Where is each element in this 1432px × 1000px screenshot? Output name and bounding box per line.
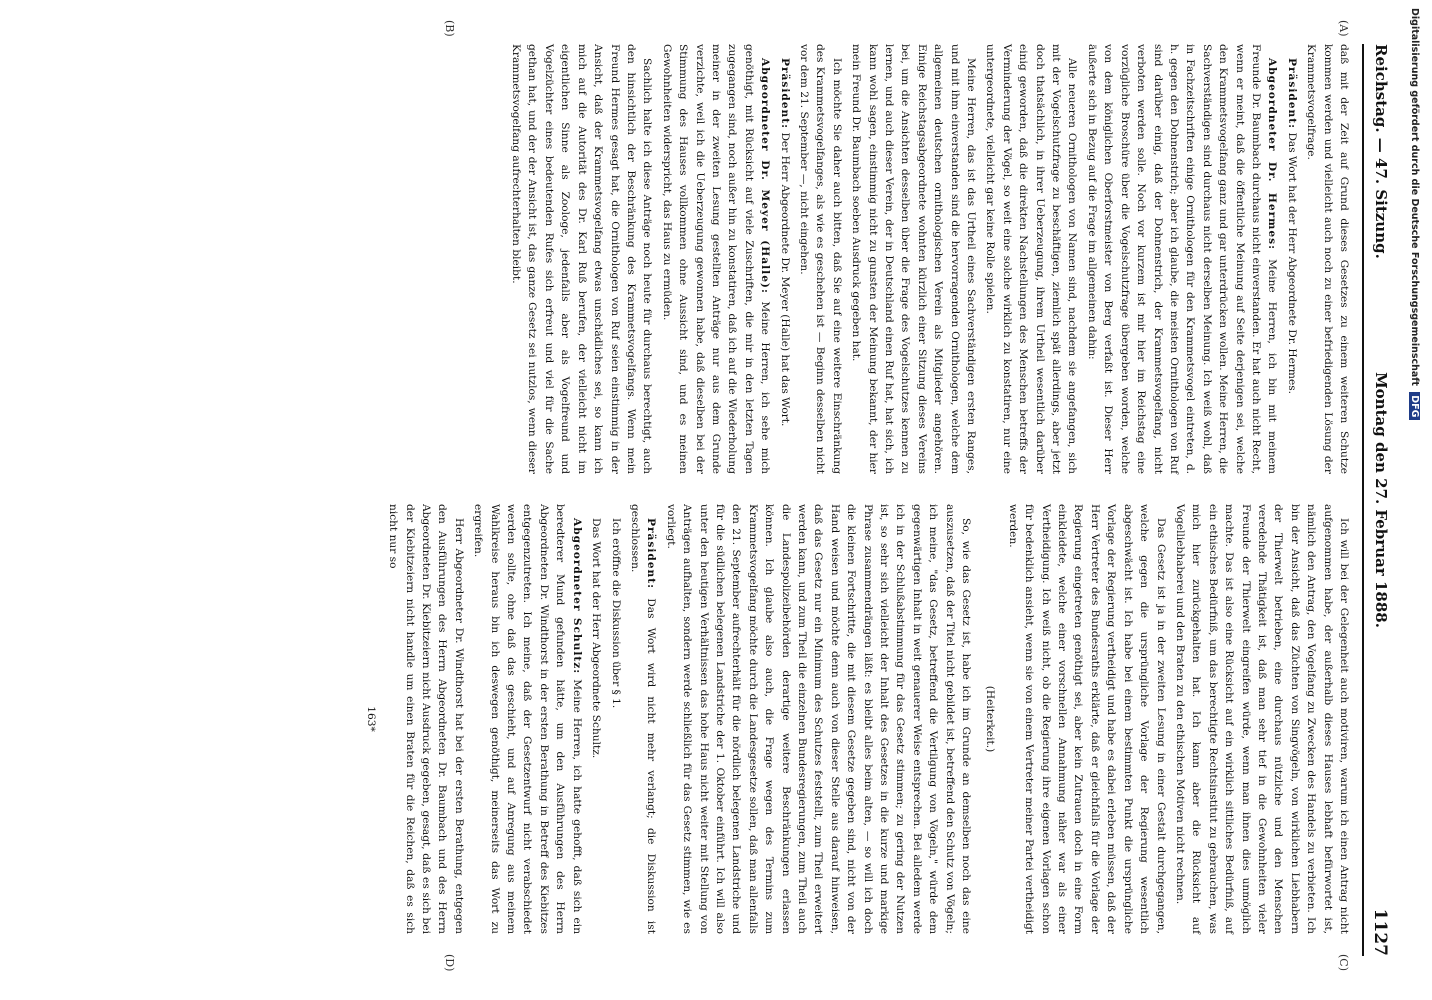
speech-text: Das Wort wird nicht mehr verlangt; die Diskussion ist geschlossen. bbox=[628, 504, 658, 934]
speaker-name: Abgeordneter Schultz: bbox=[570, 518, 583, 675]
speaker-name: Präsident: bbox=[645, 518, 658, 590]
margin-mark-b: (B) bbox=[443, 20, 456, 37]
speech-text: Meine Herren, ich hatte gehofft, daß sich ein beredterer Mund gefunden hätte, um den Ausführungen des Herrn Abgeordneten Dr. Windthorst in der ersten Berathung in Betreff des Kiebitzes entgegenzutreten. Ich meine, daß der Gesetzentwurf nicht verabschiedet werden sollte, ohne daß das geschieht, und auf Anregung aus meinem Wahlkreise heraus bin ich deswegen genöthigt, meinerseits das Wort zu ergreifen. bbox=[472, 504, 583, 935]
paragraph: Ich möchte Sie daher auch bitten, daß Sie auf eine weitere Einschränkung des Krammetsvogelfanges, als wie es geschehen ist — Beginn desselben nicht vor dem 21. September —, nicht eingehen. bbox=[798, 44, 843, 474]
paragraph bbox=[1283, 44, 1299, 474]
speech-text: Meine Herren, ich sehe mich genöthigt, mit Rücksicht auf viele Zuschriften, die mir in den letzten Tagen zugegangen sind, noch außer hin zu konstatiren, daß ich auf die Wiederholung meiner in der zweiten Lesung gestellten Anträge nur aus dem Grunde verzichte, weil ich die Ueberzeugung gewonnen habe, daß dieselben bei der Stimmung des Hauses vollkommen ohne Aussicht sind, und es meinen Gewohnheiten widerspricht, das Haus zu ermüden. bbox=[660, 44, 772, 474]
paragraph: Das Wort hat der Herr Abgeordnete Schultz. bbox=[590, 518, 603, 759]
right-column bbox=[354, 504, 1352, 934]
paragraph: Meine Herren, das ist das Urtheil eines Sachverständigen ersten Ranges, und mit ihm einverstanden sind die hervorragenden Ornithologen, welche dem allgemeinen deutschen ornithologischen Verein als Mitglieder angehören. Einige Reichstagsabgeordnete wohnten kürzlich einer Sitzung dieses Vereins bei, um die Ansichten desselben über die Frage des Vogelschutzes kennen zu lernen, und auch dieser Verein, der in Deutschland einen Ruf hat, hat sich, ich kann wohl sagen, einstimmig nicht zu gunsten der Meinung bekannt, der hier mein Freund Dr. Baumbach soeben Ausdruck gegeben hat. bbox=[850, 44, 978, 474]
page-header bbox=[1362, 44, 1390, 956]
margin-mark-a: (A) bbox=[1337, 20, 1350, 37]
paragraph bbox=[776, 44, 792, 474]
interjection: (Heiterkeit.) bbox=[984, 685, 997, 753]
digitization-text: Digitalisierung gefördert durch die Deutsche Forschungsgemeinschaft bbox=[1409, 8, 1420, 386]
header-date: Montag den 27. Februar 1888. bbox=[1372, 372, 1390, 628]
speaker-name: Abgeordneter Dr. Meyer (Halle): bbox=[759, 58, 772, 294]
document-page bbox=[16, 4, 1416, 996]
page-number: 1127 bbox=[1370, 908, 1390, 956]
speaker-name: Präsident: bbox=[778, 58, 791, 130]
speaker-name: Präsident: bbox=[1285, 58, 1298, 130]
paragraph: Ich will bei der Gelegenheit auch motiviren, warum ich einen Antrag nicht aufgenommen habe, der außerhalb dieses Hauses lebhaft befürwortet ist, nämlich den Antrag, den Vogelfang zu Zwecken des Handels zu verbieten. Ich bin der Ansicht, daß das Züchten von Singvögeln, von wirklichen Liebhabern der Thierwelt betrieben, eine durchaus nützliche und den Menschen veredelnde Thätigkeit ist, daß man sehr tief in die Gewohnheiten vieler Freunde der Thierwelt eingreifen würde, wenn man ihnen dies unmöglich machte. Das ist also eine Rücksicht auf ein wirklich sittliches Bedürfniß, auf ein ethisches Bedürfniß, um das berechtigte Rechtsinstitut zu gebrauchen, was mich hier zurückgehalten hat. Ich kann aber die Rücksicht auf Vogelliebhaberei und den Braten zu den ethischen Motiven nicht rechnen. bbox=[1173, 504, 1350, 934]
header-session: Reichstag. — 47. Sitzung. bbox=[1372, 44, 1390, 259]
margin-mark-c: (C) bbox=[1337, 954, 1350, 971]
paragraph: Das Gesetz ist ja in der zweiten Lesung in einer Gestalt durchgegangen, welche gegen die ursprüngliche Vorlage der Regierung wesentlich abgeschwächt ist. Ich habe bei einem bestimmten Punkt die ursprüngliche Vorlage der Regierung vertheidigt und habe es dabei erleben müssen, daß der Herr Vertreter des Bundesraths erklärte, daß er gleichfalls für die Vorlage der Regierung eingetreten genöthigt sei, aber kein Zutrauen doch in eine Form einkleidete, welche einer vorschnellen Annahmung näher war als einer Vertheidigung. Ich weiß nicht, ob die Regierung ihre eigenen Vorlagen schon für bedenklich ansieht, wenn sie von einem Vertreter meiner Partei vertheidigt werden. bbox=[1006, 504, 1167, 934]
speech-text: Meine Herren, ich bin mit meinem Freunde Dr. Baumbach durchaus nicht einverstanden. Er hat auch nicht Recht, wenn er meint, daß die öffentliche Meinung auf Seite derjenigen sei, welche den Krammetsvogelfang ganz und gar unterdrücken wollen. Meine Herren, die Sachverständigen sind durchaus nicht derselben Meinung. Ich weiß wohl, daß in Fachzeitschriften einige Ornithologen für den Krammetsvogel eintreten, d. h. gegen den Dohnenstrich; aber ich glaube, die meisten Ornithologen von Ruf sind darüber einig, daß der Dohnenstrich, der Krammetsvogelfang, nicht verboten werden solle. Noch vor kurzem ist mir hier im Reichstag eine vorzügliche Broschüre über die Vogelschutzfrage übergeben worden, welche von dem königlichen Oberforstmeister von Berg verfaßt ist. Dieser Herr äußerte sich in Bezug auf die Frage im allgemeinen dahin: bbox=[1085, 44, 1279, 474]
paragraph: So, wie das Gesetz ist, habe ich im Grunde an demselben noch das eine auszusetzen, daß der Titel nicht gebildet ist, betreffend den Schutz von Vögeln; ich meine, "das Gesetz, betreffend die Vertilgung von Vögeln," würde dem gegenwärtigen Inhalt in weit genauerer Weise entsprechen. Bei alledem werde ich in der Schlußabstimmung für das Gesetz stimmen; zu gering der Nutzen ist, so sehr sich vielleicht der Inhalt des Gesetzes in die kurze und markige Phrase zusammendrängen läßt: es bleibt alles beim alten, — so will ich doch die kleinen Fortschritte, die mit diesem Gesetze gegeben sind, nicht von der Hand weisen und möchte denn auch von dieser Stelle aus darauf hinweisen, daß das Gesetz nur ein Minimum des Schutzes feststellt, zum Theil erweitert werden kann, und zum Theil die einzelnen Bundesregierungen, zum Theil auch die Landespolizeibehörden derartige weitere Beschränkungen erlassen können. Ich glaube also auch, die Frage wegen des Termins zum Krammetsvogelfang möchte durch die Landesgesetze sollen, daß man allenfalls den 21. September aufrechterhält für die nördlich belegenen Landstriche und für die südlichen belegenen Landstriche der 1. Oktober einführt. Ich will also unter den heutigen Verhältnissen das hohe Haus nicht weiter mit Stellung von Anträgen aufhalten, sondern werde schließlich für das Gesetz stimmen, wie es vorliegt. bbox=[664, 504, 973, 934]
paragraph: daß mit der Zeit auf Grund dieses Gesetzes zu einem weiteren Schutze kommen werden und vielleicht auch noch zu einer befriedigenden Lösung der Krammetsvogelfrage. bbox=[1305, 44, 1350, 474]
paragraph bbox=[470, 504, 585, 934]
quotation: Alle neueren Ornithologen von Namen sind, nachdem sie angefangen, sich mit der Vogelschutzfrage zu beschäftigen, ziemlich spät allerdings, aber jetzt doch thatsächlich, in ihrer Ueberzeugung, ihrem Urtheil wesentlich darüber einig geworden, daß die direkten Nachstellungen des Menschen betreffs der Verminderung der Vögel, so weit eine solche wirklich zu konstatiren, nur eine untergeordnete, vielleicht gar keine Rolle spielen. bbox=[984, 44, 1079, 474]
signature-mark: 163* bbox=[364, 706, 377, 732]
paragraph bbox=[1084, 44, 1281, 474]
digitization-credit bbox=[1409, 8, 1420, 420]
speech-text: Das Wort hat der Herr Abgeordnete Dr. Hermes. bbox=[1285, 132, 1298, 395]
left-column bbox=[505, 44, 1352, 474]
margin-mark-d: (D) bbox=[443, 954, 456, 972]
paragraph: Sachlich halte ich diese Anträge noch heute für durchaus berechtigt, auch den hinsichtlich der Beschränkung des Krammetsvogelfangs. Wenn mein Freund Hermes gesagt hat, die Ornithologen von Ruf seien einstimmig in der Ansicht, daß der Krammetsvogelfang etwas unschädliches sei, so kann ich mich auf die Autorität des Dr. Karl Ruß berufen, der vielleicht nicht im eigentlichen Sinne als Zoologe, jedenfalls aber als Vogelfreund und Vogelzüchter eines bedeutenden Rufes sich erfreut und viel für die Sache gethan hat, und der der Ansicht ist, das ganze Gesetz sei nutzlos, wenn dieser Krammetsvogelfang aufrechterhalten bleibt. bbox=[510, 44, 654, 474]
paragraph: Herr Abgeordneter Dr. Windthorst hat bei der ersten Berathung, entgegen den Ausführungen des Herrn Abgeordneten Dr. Baumbach und des Herrn Abgeordneten Dr. Kiebitzeiern nicht Ausdruck gegeben, gesagt, daß es sich bei der Kiebitzeiern nicht handle um einen Braten für die Reichen, daß es sich nicht nur so bbox=[387, 504, 465, 934]
speech-text: Der Herr Abgeordnete Dr. Meyer (Halle) hat das Wort. bbox=[778, 132, 791, 427]
paragraph: Ich eröffne die Diskussion über § 1. bbox=[609, 518, 622, 709]
paragraph bbox=[658, 44, 773, 474]
paragraph bbox=[627, 504, 660, 934]
dfg-logo: DFG bbox=[1409, 392, 1420, 420]
speaker-name: Abgeordneter Dr. Hermes: bbox=[1266, 58, 1279, 250]
